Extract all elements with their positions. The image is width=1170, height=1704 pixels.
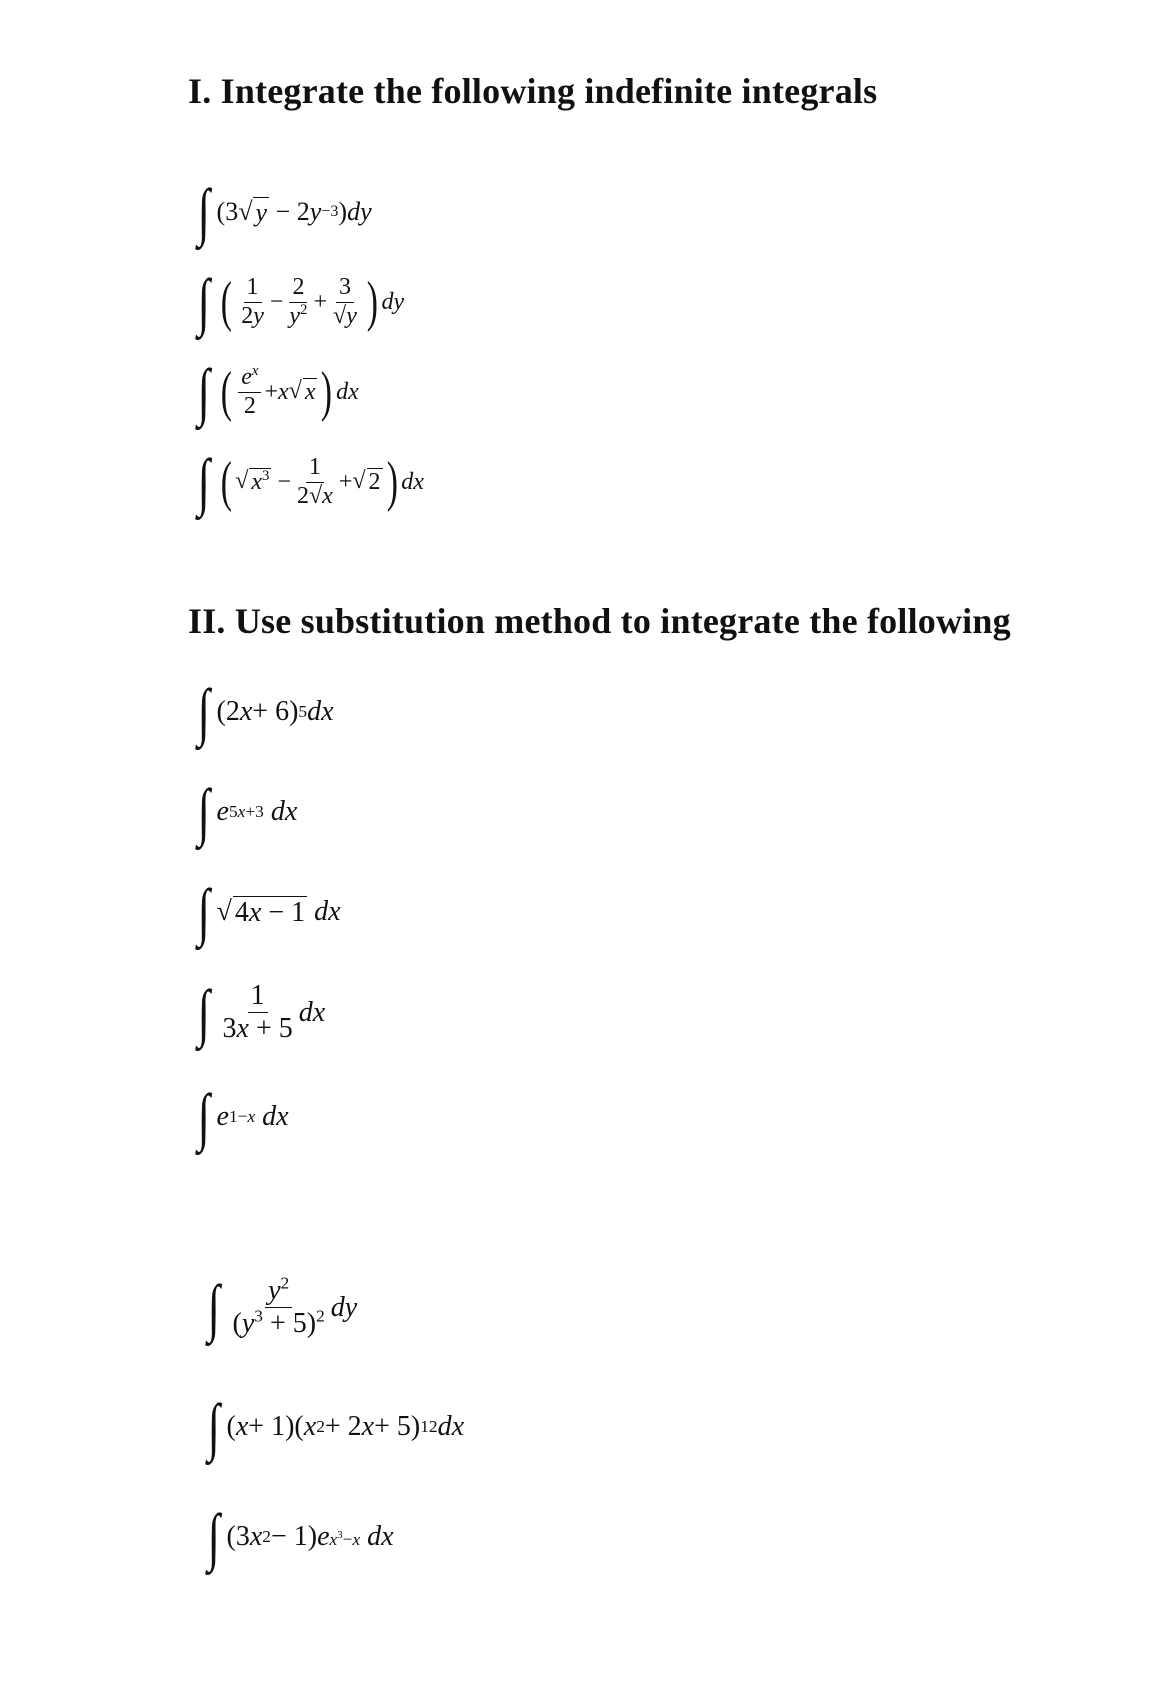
problem-2-3: ∫ √ 4x − 1 dx: [197, 876, 341, 947]
integral-sign: ∫: [197, 1081, 210, 1152]
problem-2-4: ∫ $\frac{1}{3x + 5}$ dx: [197, 976, 326, 1048]
problem-2-5: ∫ e 1−x dx: [197, 1081, 289, 1152]
problem-2-1: ∫ (2 x + 6) 5 dx: [197, 676, 334, 747]
integral-sign: ∫: [207, 1501, 220, 1572]
integral-sign: ∫: [197, 676, 210, 747]
integral-sign: ∫: [197, 976, 210, 1048]
problem-2-2: ∫ e 5x+3 dx: [197, 776, 298, 847]
problem-1-3: ∫ ( $\frac{e^x}{2}$ + x √ x ) dx: [197, 356, 359, 427]
integral-sign: ∫: [197, 356, 210, 427]
integral-sign: ∫: [197, 176, 210, 247]
integral-sign: ∫: [207, 1271, 220, 1343]
problem-2-6: ∫ $\frac{y^2}{(y^3 + 5)^2}$ dy: [207, 1271, 358, 1343]
problem-2-8: ∫ (3 x 2 − 1) e $x^3-x$ dx: [207, 1501, 394, 1572]
problem-2-7: ∫ ( x + 1)( x 2 + 2 x + 5) 12 dx: [207, 1391, 465, 1462]
section-2-heading: II. Use substitution method to integrate the following: [188, 601, 1011, 641]
section-1-heading: I. Integrate the following indefinite integrals: [188, 71, 878, 111]
problem-1-2: ∫ ( $\frac{1}{2y}$ − $\frac{2}{y^2}$ + $\frac{3}{√y}$ ) dy: [197, 266, 405, 337]
problem-1-4: ∫ ( √ $x^3$ − $\frac{1}{2√x}$ + √ 2 ) dx: [197, 446, 424, 517]
integral-sign: ∫: [197, 446, 210, 517]
problem-1-1: ∫ (3 √ y − 2 y −3 ) dy: [197, 176, 372, 247]
integral-sign: ∫: [197, 266, 210, 337]
integral-sign: ∫: [207, 1391, 220, 1462]
integral-sign: ∫: [197, 876, 210, 947]
integral-sign: ∫: [197, 776, 210, 847]
